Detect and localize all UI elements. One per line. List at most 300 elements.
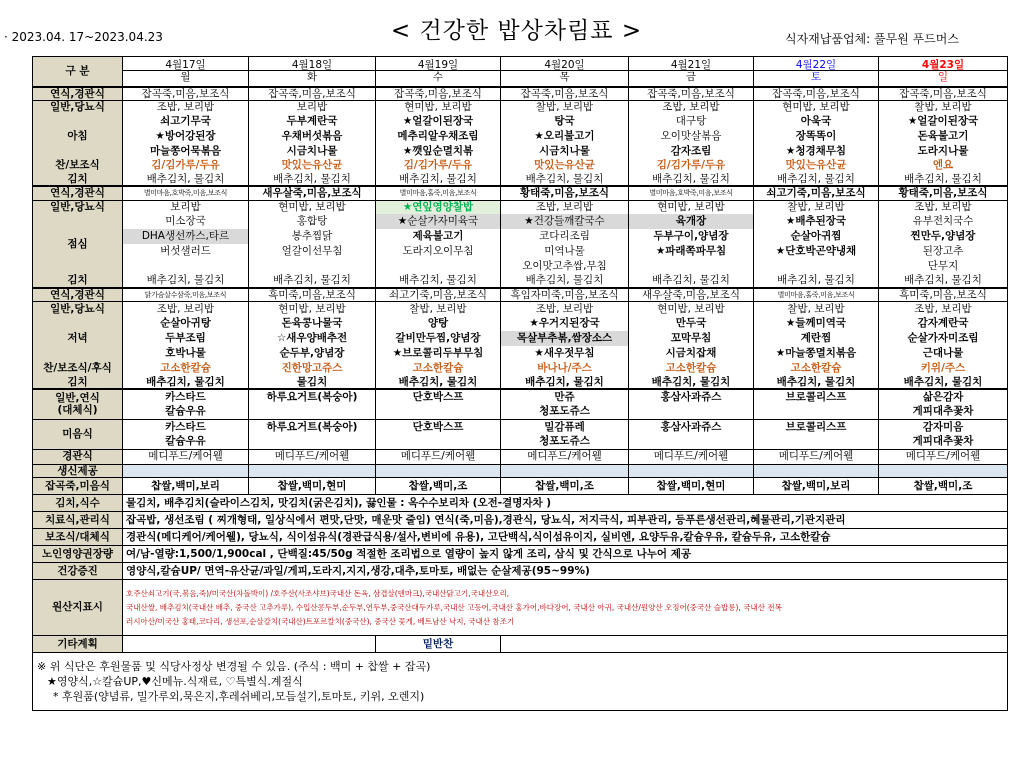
table-row (33, 361, 1008, 376)
menu-cell: 찹쌀,백미,조 (879, 478, 1008, 495)
menu-cell: 찹쌀,백미,보리 (123, 478, 249, 495)
menu-cell: 고소한칼슘 (123, 361, 249, 376)
menu-cell: ★배추된장국 (754, 214, 879, 229)
menu-cell: ★연잎영양찰밥 (376, 200, 501, 214)
menu-cell: 미소장국 (123, 214, 249, 229)
table-row (33, 101, 1008, 114)
menu-cell: 배추김치, 물김치 (376, 376, 501, 390)
menu-cell: 잡곡죽,미음,보조식 (879, 87, 1008, 101)
menu-cell: 메디푸드/케어웰 (629, 449, 754, 464)
label-snack-ilban (33, 389, 123, 419)
menu-cell: 현미밥, 보리밥 (249, 200, 376, 214)
menu-cell (376, 464, 501, 478)
menu-cell: 엔요 (879, 159, 1008, 173)
menu-cell: 쇠고기죽,미음,보조식 (376, 288, 501, 302)
date-range: · 2023.04. 17~2023.04.23 (4, 30, 163, 44)
menu-cell: 된장고추 (879, 244, 1008, 259)
menu-cell: 황태죽,미음,보조식 (879, 186, 1008, 200)
menu-cell: 김/김가루/두유 (376, 159, 501, 173)
table-row (33, 200, 1008, 214)
origin-line: 호주산쇠고기(국,볶음,죽)/미국산(차돌박이) /호주산(사조샤브)국내산 돈육, 삼겹살(덴마크),국내산닭고기,국내산오리, (126, 588, 510, 598)
menu-cell: 잡곡죽,미음,보조식 (754, 87, 879, 101)
menu-cell: 닭가슴살수삼죽,미음,보조식 (123, 288, 249, 302)
menu-cell: 찹쌀,백미,현미 (249, 478, 376, 495)
menu-cell: 아욱국 (754, 114, 879, 129)
menu-cell: 단호박스프 (376, 419, 501, 434)
menu-cell: 찹쌀,백미,현미 (629, 478, 754, 495)
menu-cell: 배추김치, 물김치 (123, 376, 249, 390)
table-row (33, 173, 1008, 187)
menu-cell: 고소한칼슘 (629, 361, 754, 376)
day-weekday: 수 (432, 71, 444, 84)
table-row (33, 653, 1008, 711)
menu-cell: 배추김치, 물김치 (123, 173, 249, 187)
menu-cell: 잡곡죽,미음,보조식 (249, 87, 376, 101)
menu-cell: 찹쌀,백미,보리 (754, 478, 879, 495)
day-header (501, 57, 629, 87)
day-date: 4월19일 (376, 59, 500, 72)
menu-cell: 두부구이,양념장 (629, 229, 754, 244)
table-row (33, 529, 1008, 546)
menu-cell: 양탕 (376, 316, 501, 331)
meal-plan-table (32, 56, 1008, 711)
menu-cell: 찰밥, 보리밥 (879, 101, 1008, 114)
menu-cell (879, 464, 1008, 478)
menu-cell (249, 464, 376, 478)
menu-cell: 맛있는유산균 (501, 159, 629, 173)
menu-cell: 갈비만두찜,양념장 (376, 331, 501, 346)
menu-cell: 미역나물 (501, 244, 629, 259)
menu-cell: 배추김치, 물김치 (376, 274, 501, 288)
menu-cell: 새우살죽,미음,보조식 (249, 186, 376, 200)
menu-cell: ★오리불고기 (501, 129, 629, 144)
label-saengsin: 생신제공 (33, 464, 123, 478)
menu-cell: 흑미죽,미음,보조식 (249, 288, 376, 302)
table-row (33, 331, 1008, 346)
table-row (33, 57, 1008, 87)
menu-cell: 육개장 (629, 214, 754, 229)
menu-cell: 우채버섯볶음 (249, 129, 376, 144)
label-origin: 원산지표시 (33, 580, 123, 636)
label-geongang: 건강증진 (33, 563, 123, 580)
header-gubun: 구 분 (33, 57, 123, 87)
menu-cell: 버섯샐러드 (123, 244, 249, 259)
table-row (33, 288, 1008, 302)
menu-cell: 흑미죽,미음,보조식 (879, 288, 1008, 302)
menu-cell: 홍삼사과쥬스 (629, 389, 754, 404)
menu-cell: 계란찜 (754, 331, 879, 346)
menu-cell: 돈육불고기 (879, 129, 1008, 144)
menu-cell: ★새우젓무침 (501, 346, 629, 361)
table-row (33, 636, 1008, 653)
menu-cell: 맛있는유산균 (754, 159, 879, 173)
menu-cell (629, 259, 754, 274)
table-row (33, 404, 1008, 419)
menu-cell: ☆새우양배추전 (249, 331, 376, 346)
menu-cell (249, 259, 376, 274)
menu-cell: 조밥, 보리밥 (879, 302, 1008, 316)
table-row (33, 512, 1008, 529)
menu-cell: 메디푸드/케어웰 (754, 449, 879, 464)
menu-cell: 두부조림 (123, 331, 249, 346)
menu-cell: 시금치나물 (249, 144, 376, 159)
label-noin: 노인영양권장량 (33, 546, 123, 563)
menu-cell: 꼬막무침 (629, 331, 754, 346)
menu-cell: 현미밥, 보리밥 (629, 200, 754, 214)
label-gyeonggwan: 경관식 (33, 449, 123, 464)
menu-cell: ★얼갈이된장국 (879, 114, 1008, 129)
menu-cell: 현미밥, 보리밥 (629, 302, 754, 316)
day-header (249, 57, 376, 87)
table-row (33, 495, 1008, 512)
menu-cell: ★파래쪽파무침 (629, 244, 754, 259)
menu-cell: 배추김치, 물김치 (376, 173, 501, 187)
menu-cell: 쇠고기무국 (123, 114, 249, 129)
other-col-3 (501, 636, 1008, 653)
menu-cell: 탕국 (501, 114, 629, 129)
menu-cell: ★단호박곤약냉채 (754, 244, 879, 259)
table-row (33, 129, 1008, 144)
menu-cell: 삶은감자 (879, 389, 1008, 404)
info-kimchi_row: 물김치, 배추김치(슬라이스김치, 맛김치(굵은김치), 끓인물 : 옥수수보리차 (오전-결명자차 ) (123, 495, 1008, 512)
menu-cell: 배추김치, 물김치 (249, 173, 376, 187)
label-kimchi_row: 김치,식수 (33, 495, 123, 512)
menu-cell: 칼슘우유 (123, 404, 249, 419)
menu-cell: 대구탕 (629, 114, 754, 129)
table-row (33, 229, 1008, 244)
menu-cell: 메디푸드/케어웰 (376, 449, 501, 464)
menu-cell: 배추김치, 물김치 (501, 274, 629, 288)
origin-line: 러시아산/미국산 홍태,코다리, 생선포,순살갈치(국내산)트포르칼치(중국산), 중국산 꽃게, 베트남산 낙지, 국내산 참조기 (126, 616, 515, 626)
day-date: 4월21일 (629, 59, 753, 72)
menu-cell: 키위/주스 (879, 361, 1008, 376)
menu-cell: 잡곡죽,미음,보조식 (501, 87, 629, 101)
menu-cell: ★방어강된장 (123, 129, 249, 144)
menu-cell: 하루요거트(복숭아) (249, 389, 376, 404)
menu-cell: 배추김치, 물김치 (629, 274, 754, 288)
day-weekday: 목 (559, 71, 570, 84)
menu-cell: 오이맛살볶음 (629, 129, 754, 144)
menu-cell: 배추김치, 물김치 (754, 274, 879, 288)
table-row (33, 419, 1008, 434)
menu-cell: 홍합탕 (249, 214, 376, 229)
day-weekday: 월 (180, 71, 191, 84)
menu-cell: 봉추찜닭 (249, 229, 376, 244)
menu-cell: 단호박스프 (376, 389, 501, 404)
label-lunch: 점심 (33, 214, 123, 274)
day-header (629, 57, 754, 87)
table-row (33, 302, 1008, 316)
menu-cell (754, 404, 879, 419)
label-japgok: 잡곡죽,미음식 (33, 478, 123, 495)
label-ilban: 일반,당뇨식 (33, 101, 123, 114)
table-row (33, 346, 1008, 361)
table-row (33, 464, 1008, 478)
menu-cell: 별미마음,홀죽,미음,보조식 (376, 186, 501, 200)
menu-cell: ★우거지된장국 (501, 316, 629, 331)
menu-cell (123, 464, 249, 478)
label-kimchi: 김치 (33, 376, 123, 390)
menu-cell: 유부전치국수 (879, 214, 1008, 229)
menu-cell: 찰밥, 보리밥 (754, 302, 879, 316)
menu-cell: 배추김치, 물김치 (629, 173, 754, 187)
menu-cell: 배추김치, 물김치 (123, 274, 249, 288)
menu-cell: 현미밥, 보리밥 (754, 101, 879, 114)
info-noin: 여/남-열량:1,500/1,900cal , 단백질:45/50g 적절한 조리법으로 열량이 높지 않게 조리, 삼식 및 간식으로 나누어 제공 (123, 546, 1008, 563)
vendor-label: 식자재납품업체: 풀무원 푸드머스 (785, 32, 959, 46)
page-title: < 건강한 밥상차림표 > (390, 18, 643, 44)
menu-cell: 찹쌀,백미,조 (376, 478, 501, 495)
day-header (123, 57, 249, 87)
info-bojo: 경관식(메디케어/케어웰), 당뇨식, 식이섬유식(경관급식용/설사,변비에 유용), 고단백식,식이섬유이지, 실비엔, 요양두유,칼슘우유, 칼슘두유, 고소한칼슘 (123, 529, 1008, 546)
menu-cell: 잡곡죽,미음,보조식 (376, 87, 501, 101)
menu-cell: 김/김가루/두유 (629, 159, 754, 173)
menu-cell: 근대나물 (879, 346, 1008, 361)
menu-cell: 배추김치, 물김치 (629, 376, 754, 390)
label-dinner: 저녁 (33, 316, 123, 361)
footer-line-3: * 후원품(양념류, 밀가루외,묵은지,후레쉬베리,모듬설기,토마토, 키위, 오렌지) (53, 690, 425, 703)
table-row (33, 316, 1008, 331)
menu-cell: 새우살죽,미음,보조식 (629, 288, 754, 302)
menu-cell (629, 434, 754, 449)
table-row (33, 580, 1008, 636)
menu-cell: 호박나물 (123, 346, 249, 361)
menu-cell: 메디푸드/케어웰 (879, 449, 1008, 464)
menu-cell: 감자미음 (879, 419, 1008, 434)
label-kimchi: 김치 (33, 274, 123, 288)
other-col-1 (123, 636, 376, 653)
label-bojo: 보조식/대체식 (33, 529, 123, 546)
menu-cell: 별미마음,호박죽,미음,보조식 (629, 186, 754, 200)
menu-cell: 메디푸드/케어웰 (249, 449, 376, 464)
footer-line-1: ※ 위 식단은 후원물품 및 식당사정상 변경될 수 있음. (주식 : 백미 + 찹쌀 + 잡곡) (37, 660, 431, 673)
menu-cell: 찐만두,양념장 (879, 229, 1008, 244)
menu-cell: 현미밥, 보리밥 (376, 101, 501, 114)
menu-cell: 만쥬 (501, 389, 629, 404)
menu-cell: 제육불고기 (376, 229, 501, 244)
menu-cell: 칼슘우유 (123, 434, 249, 449)
menu-cell (376, 434, 501, 449)
menu-cell: 만두국 (629, 316, 754, 331)
menu-cell: 브로콜리스프 (754, 419, 879, 434)
menu-cell: 배추김치, 물김치 (754, 173, 879, 187)
menu-cell: 청포도쥬스 (501, 404, 629, 419)
menu-cell: 순두부,양념장 (249, 346, 376, 361)
menu-cell (376, 404, 501, 419)
menu-cell: DHA생선까스,타르 (123, 229, 249, 244)
label-yeonsik: 연식,경관식 (33, 186, 123, 200)
table-row (33, 563, 1008, 580)
menu-cell: 찹쌀,백미,조 (501, 478, 629, 495)
origin-line: 국내산쌀, 배추김치(국내산 배추, 중국산 고추가루), 수입산콩두부,순두부,연두부,중국산대두가루,국내산 고등어,국내산 홍가어,바다장어, 국내산 아귀, 국내산/원양산 오징어(중국산 슬밥롱), 국내산 전복 (126, 602, 782, 612)
table-row (33, 546, 1008, 563)
menu-cell: 시금치나물 (501, 144, 629, 159)
menu-cell: 청포도쥬스 (501, 434, 629, 449)
menu-cell: 시금치잡채 (629, 346, 754, 361)
label-chan: 찬/보조식 (33, 159, 123, 173)
footer-line-2: ★영양식,☆칼슘UP,♥신메뉴.식재료, ♡특별식.계절식 (47, 675, 303, 688)
menu-cell: ★건강들깨칼국수 (501, 214, 629, 229)
menu-cell (754, 259, 879, 274)
label-mieum: 미음식 (33, 419, 123, 449)
menu-cell: 홍삼사과쥬스 (629, 419, 754, 434)
table-row (33, 159, 1008, 173)
menu-cell: 보리밥 (123, 200, 249, 214)
menu-cell: 메추리알우채조림 (376, 129, 501, 144)
day-weekday: 화 (306, 71, 318, 84)
menu-cell: 황태죽,미음,보조식 (501, 186, 629, 200)
day-date: 4월23일 (879, 59, 1007, 72)
menu-cell: 배추김치, 물김치 (501, 173, 629, 187)
menu-cell: 조밥, 보리밥 (879, 200, 1008, 214)
menu-cell: 게피대추꽃차 (879, 434, 1008, 449)
day-weekday: 토 (810, 71, 822, 84)
table-row (33, 449, 1008, 464)
day-date: 4월20일 (501, 59, 628, 72)
table-row (33, 186, 1008, 200)
table-row (33, 434, 1008, 449)
menu-cell: 잡곡죽,미음,보조식 (629, 87, 754, 101)
menu-cell: 배추김치, 물김치 (879, 173, 1008, 187)
menu-cell: 코다리조림 (501, 229, 629, 244)
menu-cell: 별미마음,호박죽,미음,보조식 (123, 186, 249, 200)
menu-cell: 보리밥 (249, 101, 376, 114)
menu-cell: 하루요거트(복숭아) (249, 419, 376, 434)
menu-cell: 조밥, 보리밥 (501, 200, 629, 214)
info-chiryo: 잡곡밥, 생선조림 ( 찌개형태, 일상식에서 편맛,단맛, 매운맛 줄임) 연식(죽,미음),경관식, 당뇨식, 저지극식, 피부관리, 등푸른생선관리,혜물관리,기관지관리 (123, 512, 1008, 529)
menu-cell: 메디푸드/케어웰 (501, 449, 629, 464)
menu-cell: 고소한칼슘 (754, 361, 879, 376)
day-date: 4월22일 (754, 59, 878, 72)
menu-cell: 배추김치, 물김치 (754, 376, 879, 390)
menu-cell: 감자계란국 (879, 316, 1008, 331)
menu-cell: 메디푸드/케어웰 (123, 449, 249, 464)
menu-cell (754, 464, 879, 478)
label-other: 기타계획 (33, 636, 123, 653)
menu-cell: 브로콜리스프 (754, 389, 879, 404)
menu-cell: 얼갈이선무침 (249, 244, 376, 259)
table-row (33, 87, 1008, 101)
menu-cell (123, 259, 249, 274)
info-geongang: 영양식,칼슘UP/ 면역-유산균/과일/게피,도라지,지지,생강,대추,토마토, 배없는 순살제공(95~99%) (123, 563, 1008, 580)
menu-cell: 조밥, 보리밥 (123, 302, 249, 316)
menu-cell: ★청경채무침 (754, 144, 879, 159)
menu-cell: 목살부추볶,쌈장소스 (501, 331, 629, 346)
menu-cell: ★마늘쫑멸치볶음 (754, 346, 879, 361)
menu-cell: 찰밥, 보리밥 (376, 302, 501, 316)
day-header (754, 57, 879, 87)
table-row (33, 244, 1008, 259)
menu-cell: 단무지 (879, 259, 1008, 274)
menu-cell: ★들께미역국 (754, 316, 879, 331)
menu-cell: 두부계란국 (249, 114, 376, 129)
menu-cell (249, 404, 376, 419)
menu-cell: 순살가자미조림 (879, 331, 1008, 346)
menu-cell (629, 404, 754, 419)
label-yeonsik: 연식,경관식 (33, 288, 123, 302)
label-chan2: 찬/보조식/후식 (33, 361, 123, 376)
menu-cell: 물김치 (249, 376, 376, 390)
label-snack-ilban-1: 일반,연식 (55, 391, 100, 404)
menu-cell: 바나나/주스 (501, 361, 629, 376)
table-row (33, 214, 1008, 229)
footer-notes (33, 653, 1008, 711)
menu-cell: 쇠고기죽,미음,보조식 (754, 186, 879, 200)
origin-text (123, 580, 1008, 636)
menu-cell: 고소한칼슘 (376, 361, 501, 376)
label-chiryo: 치료식,관리식 (33, 512, 123, 529)
menu-cell: 카스타드 (123, 389, 249, 404)
table-row (33, 274, 1008, 288)
menu-cell: 배추김치, 물김치 (249, 274, 376, 288)
label-snack-ilban-2: (대체식) (57, 404, 98, 417)
menu-cell: 도라지나물 (879, 144, 1008, 159)
menu-cell: ★깻잎순멸치볶 (376, 144, 501, 159)
menu-cell: ★순살가자미육국 (376, 214, 501, 229)
menu-cell: 조밥, 보리밥 (501, 302, 629, 316)
table-row (33, 376, 1008, 390)
menu-cell: 흑임자미죽,미음,보조식 (501, 288, 629, 302)
menu-cell: 도라지오이무침 (376, 244, 501, 259)
menu-cell: 잡곡죽,미음,보조식 (123, 87, 249, 101)
table-row (33, 259, 1008, 274)
menu-cell: 조밥, 보리밥 (629, 101, 754, 114)
menu-cell: 순살아귀탕 (123, 316, 249, 331)
menu-cell: 배추김치, 물김치 (879, 376, 1008, 390)
table-row (33, 114, 1008, 129)
menu-cell: 마늘쫑어묵볶음 (123, 144, 249, 159)
menu-cell: 게피대추꽃차 (879, 404, 1008, 419)
day-weekday: 금 (685, 71, 697, 84)
menu-cell (501, 464, 629, 478)
label-ilban: 일반,당뇨식 (33, 302, 123, 316)
day-date: 4월17일 (123, 59, 248, 72)
other-mid: 밑반찬 (376, 636, 501, 653)
label-breakfast: 아침 (33, 114, 123, 159)
menu-cell: ★브로콜리두부무침 (376, 346, 501, 361)
menu-cell: 현미밥, 보리밥 (249, 302, 376, 316)
menu-cell (376, 259, 501, 274)
menu-cell: 오이맛고추쌈,무침 (501, 259, 629, 274)
menu-cell (629, 464, 754, 478)
day-header (376, 57, 501, 87)
menu-cell: 배추김치, 물김치 (879, 274, 1008, 288)
menu-cell: 진한망고쥬스 (249, 361, 376, 376)
menu-cell: ★얼갈이된장국 (376, 114, 501, 129)
menu-cell: 카스타드 (123, 419, 249, 434)
label-kimchi: 김치 (33, 173, 123, 187)
menu-cell: 찰밥, 보리밥 (501, 101, 629, 114)
menu-cell: 찰밥, 보리밥 (754, 200, 879, 214)
menu-cell: 장똑똑이 (754, 129, 879, 144)
table-row (33, 144, 1008, 159)
menu-cell: 감자조림 (629, 144, 754, 159)
menu-cell (754, 434, 879, 449)
menu-cell: 밀감퓨레 (501, 419, 629, 434)
table-row (33, 478, 1008, 495)
day-date: 4월18일 (249, 59, 375, 72)
menu-cell: 돈육콩나물국 (249, 316, 376, 331)
label-ilban: 일반,당뇨식 (33, 200, 123, 214)
menu-cell (249, 434, 376, 449)
menu-cell: 조밥, 보리밥 (123, 101, 249, 114)
menu-cell: 맛있는유산균 (249, 159, 376, 173)
day-weekday: 일 (937, 71, 949, 84)
menu-cell: 순살아귀찜 (754, 229, 879, 244)
menu-cell: 배추김치, 물김치 (501, 376, 629, 390)
label-yeonsik: 연식,경관식 (33, 87, 123, 101)
menu-cell: 별미마음,홀죽,미음,보조식 (754, 288, 879, 302)
